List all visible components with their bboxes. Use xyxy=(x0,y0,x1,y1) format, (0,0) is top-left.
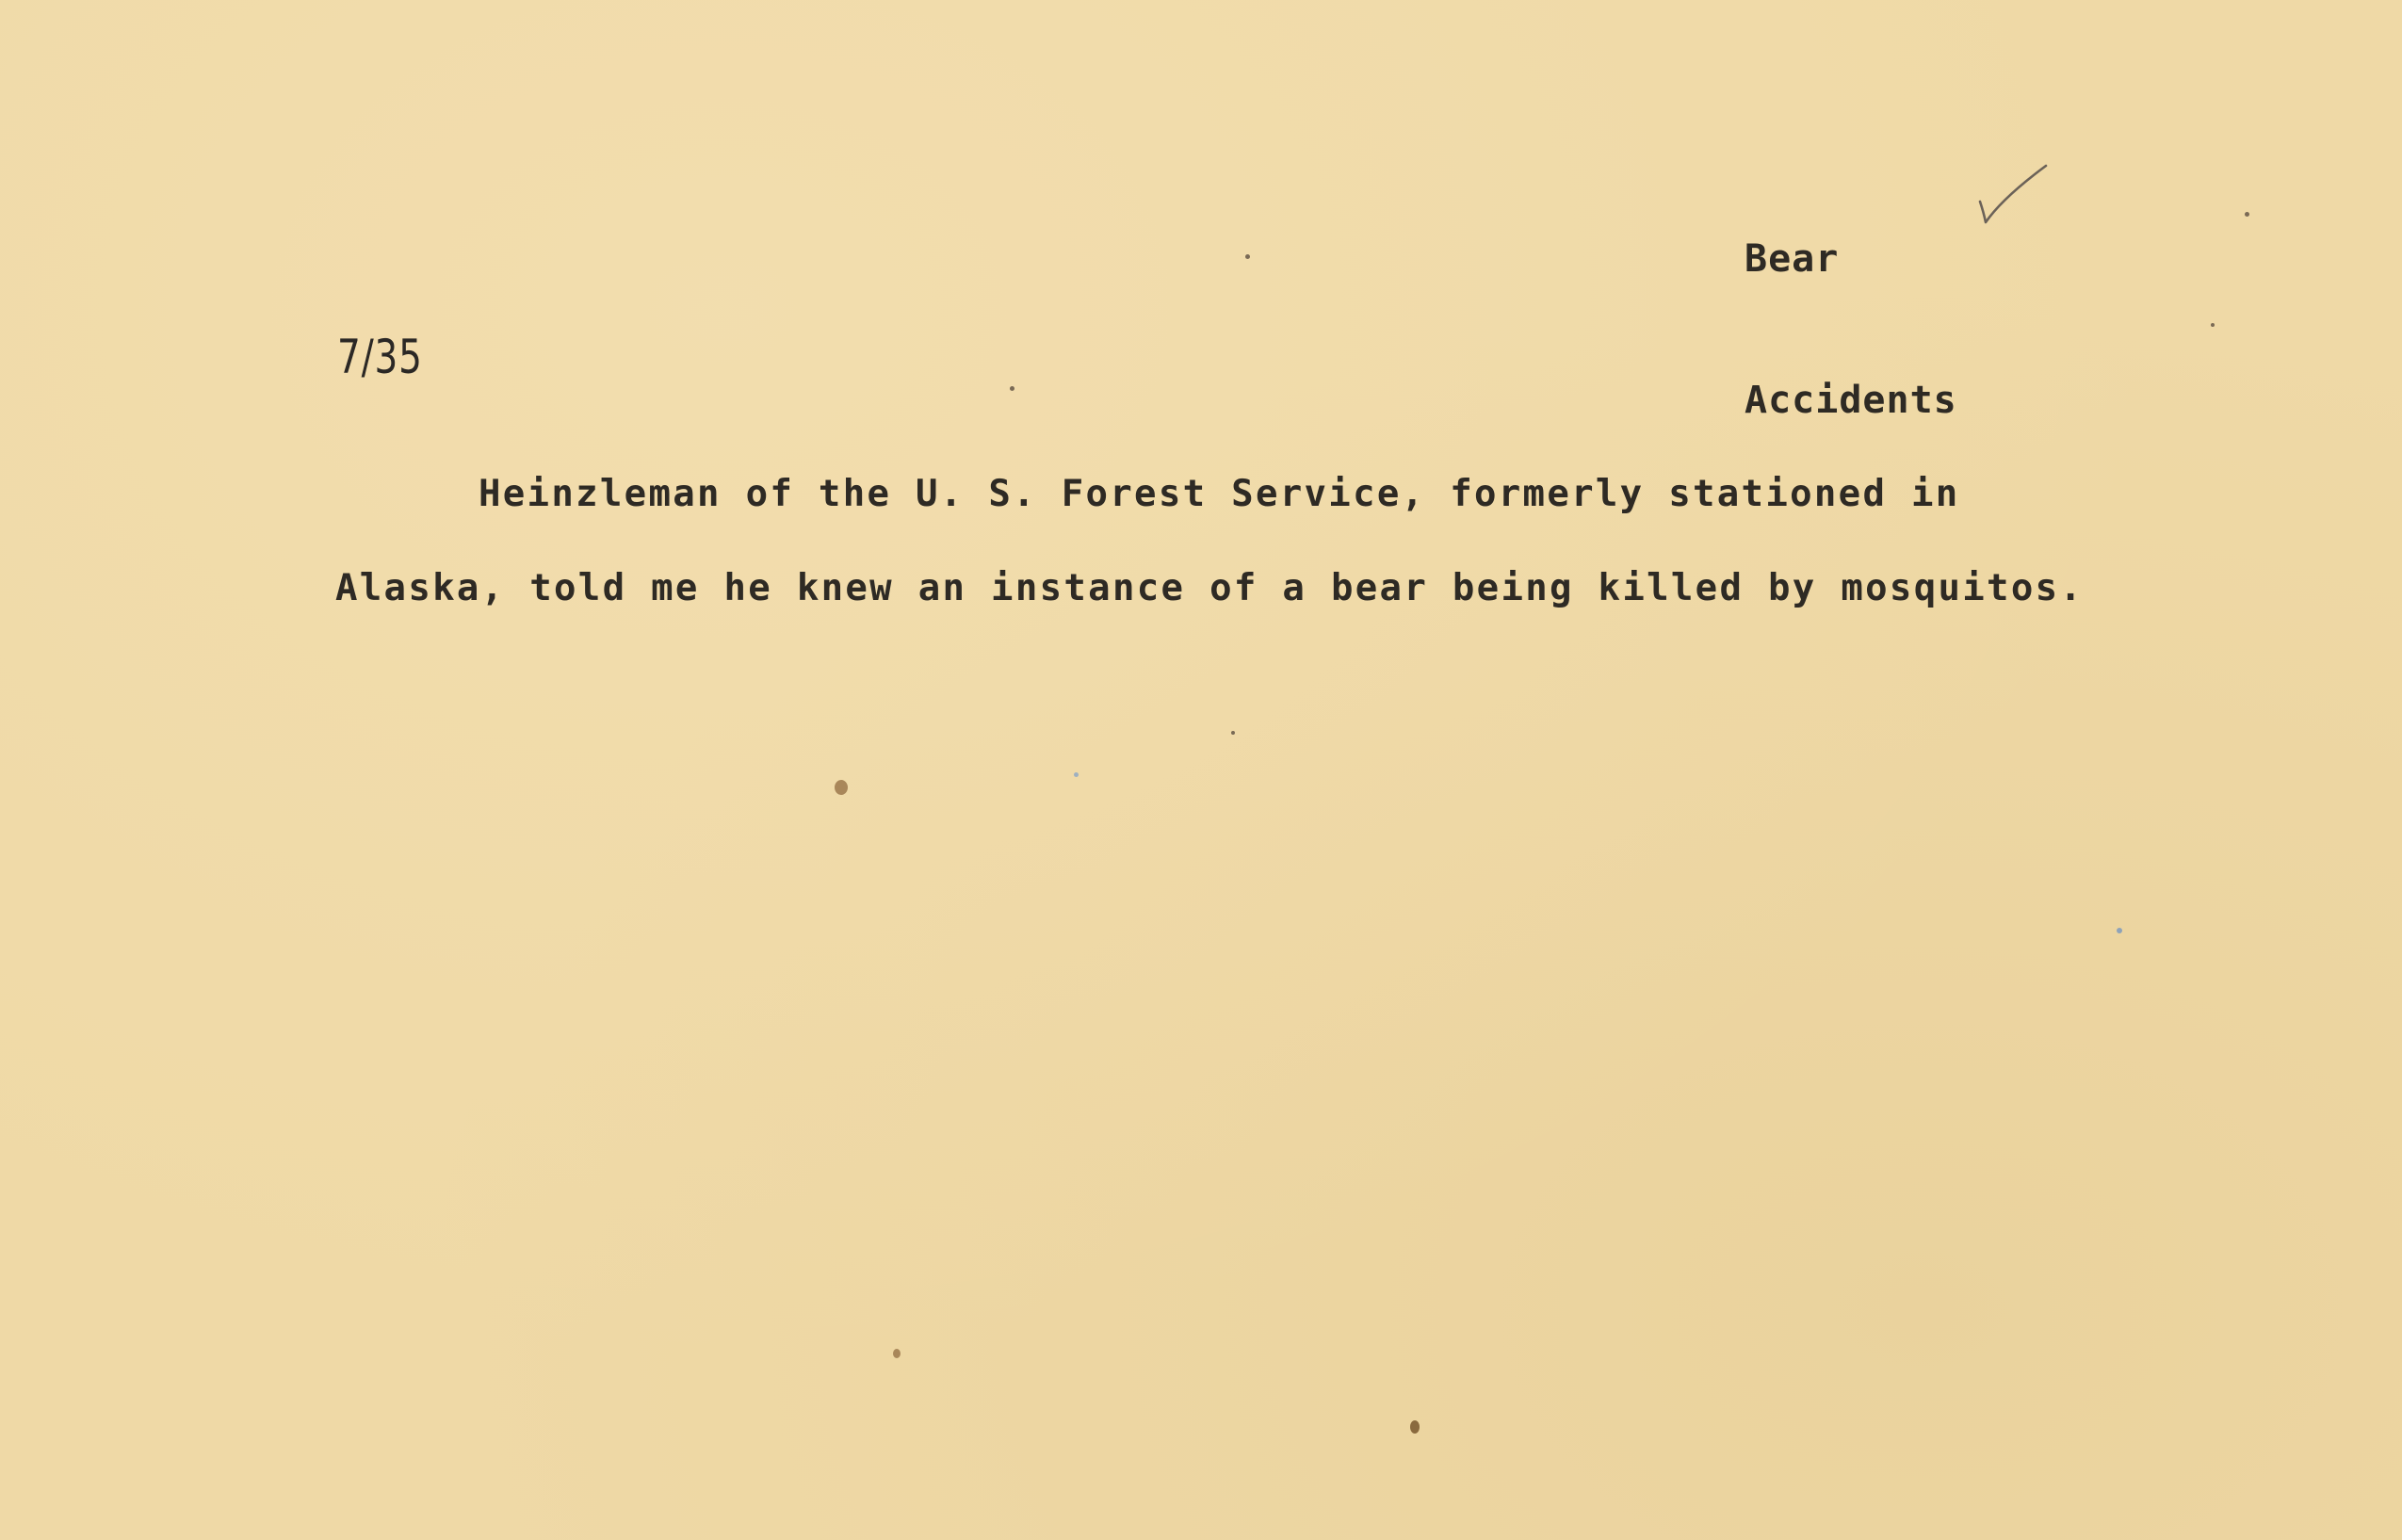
body-text-line-2: Alaska, told me he knew an instance of a bear being killed by mosquitos. xyxy=(335,567,2085,609)
subject-heading xyxy=(1745,141,1957,518)
handwritten-date: 7/35 xyxy=(337,330,423,384)
body-text-line-1: Heinzleman of the U. S. Forest Service, formerly stationed in xyxy=(479,473,1960,515)
paper-speck xyxy=(1245,254,1250,259)
pencil-check-icon xyxy=(1974,160,2050,235)
paper-speck xyxy=(2245,212,2249,217)
paper-speck xyxy=(1010,386,1014,391)
subject-line-bear: Bear xyxy=(1745,237,1840,281)
paper-speck xyxy=(2117,928,2122,933)
subject-line-accidents: Accidents xyxy=(1745,379,1957,422)
paper-speck xyxy=(893,1349,901,1358)
paper-speck xyxy=(1410,1420,1420,1434)
paper-speck xyxy=(1074,772,1079,777)
paper-speck xyxy=(835,780,848,795)
paper-speck xyxy=(2211,323,2215,327)
paper-speck xyxy=(1231,731,1235,735)
